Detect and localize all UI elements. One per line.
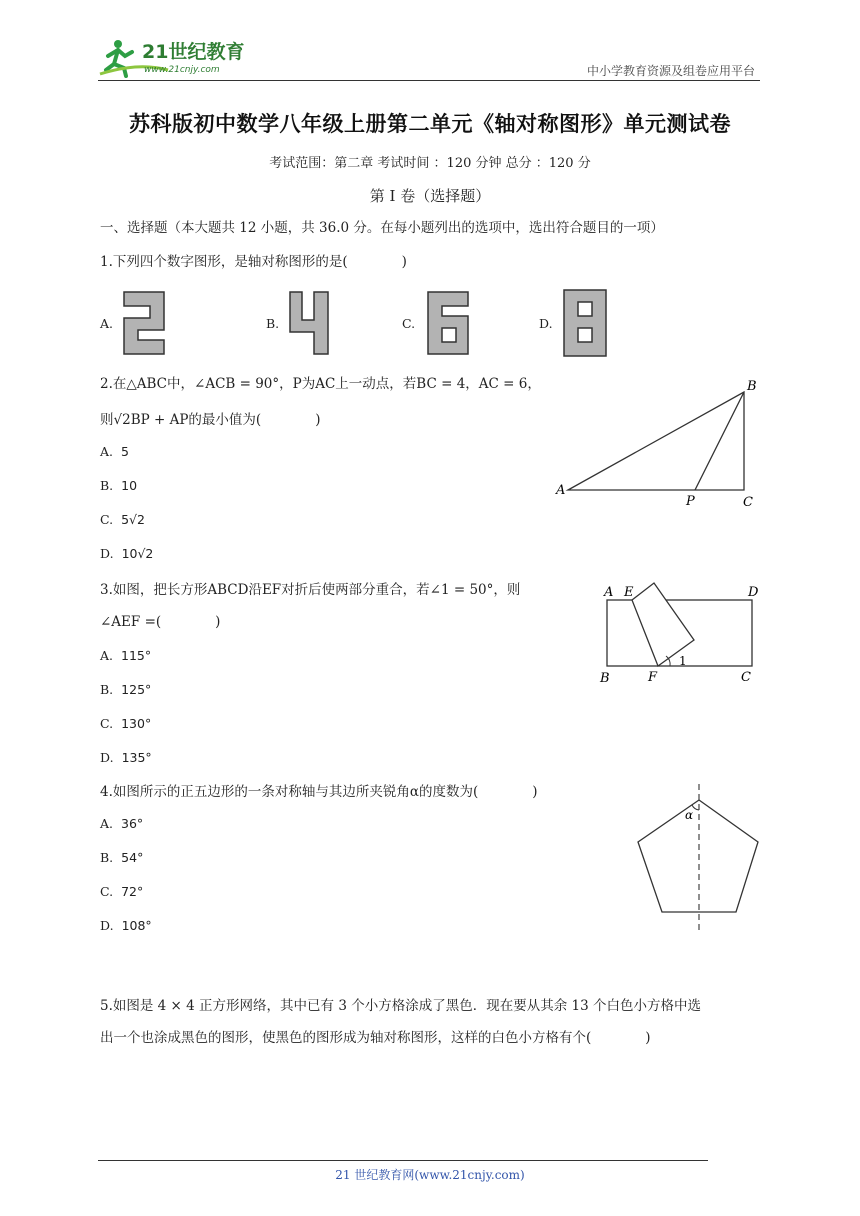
- page-title: 苏科版初中数学八年级上册第二单元《轴对称图形》单元测试卷: [129, 111, 731, 136]
- digit-two-figure: [122, 290, 166, 356]
- q4-option-d: D. 108°: [100, 918, 152, 933]
- q3-stem-line1: 3.如图，把长方形ABCD沿EF对折后使两部分重合，若∠1 = 50°，则: [100, 582, 521, 598]
- q4-pentagon-figure: [630, 780, 770, 936]
- svg-text:E: E: [624, 585, 634, 600]
- header-divider: [98, 80, 760, 81]
- q2-stem-line1: 2.在△ABC中，∠ACB = 90°，P为AC上一动点，若BC = 4，AC = 6，: [100, 376, 541, 392]
- q3-option-c: C. 130°: [100, 716, 152, 731]
- q2-option-a: A. 5: [100, 444, 129, 459]
- q3-option-d: D. 135°: [100, 750, 152, 765]
- q1-option-c-label: C.: [402, 316, 416, 331]
- site-logo: [98, 34, 258, 78]
- svg-text:C: C: [741, 670, 751, 685]
- svg-text:1: 1: [679, 654, 687, 668]
- svg-text:C: C: [743, 495, 753, 508]
- digit-eight-figure: [562, 288, 608, 358]
- q4-option-a: A. 36°: [100, 816, 144, 831]
- digit-six-figure: [426, 290, 470, 356]
- digit-four-figure: [288, 290, 332, 356]
- volume-heading: 第 I 卷（选择题）: [369, 187, 491, 205]
- q3-option-a: A. 115°: [100, 648, 152, 663]
- q4-stem: 4.如图所示的正五边形的一条对称轴与其边所夹锐角α的度数为( ): [100, 784, 538, 800]
- q3-option-b: B. 125°: [100, 682, 152, 697]
- q2-triangle-figure: [550, 374, 765, 508]
- q2-option-d: D. 10√2: [100, 546, 154, 561]
- q4-option-c: C. 72°: [100, 884, 144, 899]
- footer-divider: [98, 1160, 708, 1161]
- svg-text:F: F: [648, 670, 658, 685]
- q1-stem: 1.下列四个数字图形，是轴对称图形的是( ): [100, 254, 407, 270]
- q2-option-c: C. 5√2: [100, 512, 145, 527]
- q4-option-b: B. 54°: [100, 850, 144, 865]
- svg-text:A: A: [604, 585, 614, 600]
- q1-option-b-label: B.: [266, 316, 280, 331]
- q2-option-b: B. 10: [100, 478, 138, 493]
- q3-stem-line2: ∠AEF =( ): [100, 614, 221, 630]
- svg-text:B: B: [600, 671, 610, 686]
- svg-text:21世纪教育: 21世纪教育: [142, 41, 245, 63]
- svg-text:B: B: [747, 379, 757, 394]
- exam-meta: 考试范围：第二章 考试时间 ：120 分钟 总分 ：120 分: [269, 156, 591, 171]
- footer-link[interactable]: 21 世纪教育网(www.21cnjy.com): [335, 1168, 525, 1182]
- q2-stem-line2: 则√2BP + AP的最小值为( ): [100, 412, 321, 428]
- section-heading: 一、选择题（本大题共 12 小题，共 36.0 分。在每小题列出的选项中，选出符合题目的一项）: [100, 220, 664, 236]
- q3-rectangle-fold-figure: [596, 580, 766, 688]
- q5-stem-line1: 5.如图是 4 × 4 正方形网络，其中已有 3 个小方格涂成了黑色．现在要从其余 13 个白色小方格中选: [100, 998, 701, 1014]
- svg-text:A: A: [556, 483, 566, 498]
- svg-text:www.21cnjy.com: www.21cnjy.com: [144, 65, 220, 75]
- q5-stem-line2: 出一个也涂成黑色的图形，使黑色的图形成为轴对称图形，这样的白色小方格有个( ): [100, 1030, 651, 1046]
- svg-text:P: P: [686, 494, 695, 508]
- svg-text:D: D: [748, 585, 759, 600]
- q1-option-a-label: A.: [100, 316, 114, 331]
- q1-option-d-label: D.: [539, 316, 553, 331]
- platform-name: 中小学教育资源及组卷应用平台: [586, 64, 755, 78]
- svg-text:α: α: [685, 808, 694, 822]
